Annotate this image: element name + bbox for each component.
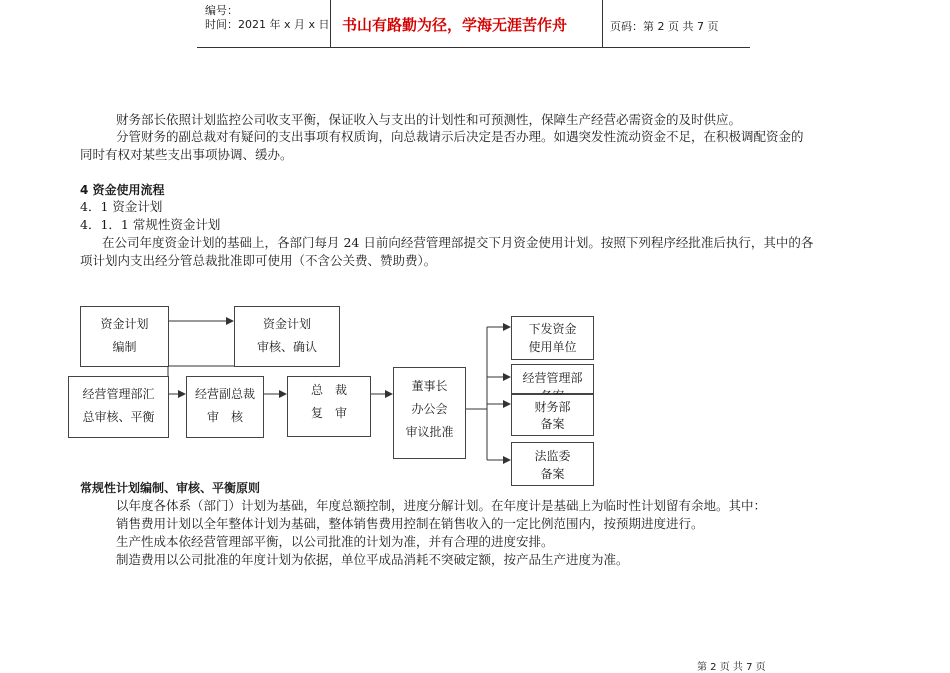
subsection-heading: 4．1 资金计划 (80, 199, 163, 214)
principles-line-2: 销售费用计划以全年整体计划为基础，整体销售费用控制在销售收入的一定比例范围内，按预期进度进行。 (116, 516, 704, 531)
flow-box-finance-record: 财务部 备案 (511, 394, 594, 436)
page-label: 页码：第 2 页 共 7 页 (610, 20, 719, 33)
principles-line-4: 制造费用以公司批准的年度计划为依据，单位平成品消耗不突破定额，按产品生产进度为准。 (116, 552, 629, 567)
flow-box-ceo-review: 总 裁 复 审 (287, 376, 371, 437)
flow-box-legal-record: 法监委 备案 (511, 442, 594, 486)
flow-box-plan-review: 资金计划 审核、确认 (234, 306, 340, 367)
paragraph-1: 财务部长依照计划监控公司收支平衡，保证收入与支出的计划性和可预测性，保障生产经营必需资金的及时供应。 (116, 112, 742, 127)
paragraph-3-line2: 项计划内支出经分管总裁批准即可使用（不含公关费、赞助费）。 (80, 253, 437, 268)
flow-box-vp-review: 经营副总裁 审 核 (186, 376, 264, 438)
header-motto: 书山有路勤为径，学海无涯苦作舟 (342, 16, 568, 34)
paragraph-2-line1: 分管财务的副总裁对有疑问的支出事项有权质询，向总裁请示后决定是否办理。如遇突发性流动资金不足，在积极调配资金的 (116, 129, 804, 144)
principles-line-3: 生产性成本依经营管理部平衡，以公司批准的计划为准，并有合理的进度安排。 (116, 534, 554, 549)
principles-title: 常规性计划编制、审核、平衡原则 (80, 481, 261, 495)
subsubsection-heading: 4．1．1 常规性资金计划 (80, 217, 221, 232)
paragraph-2-line2: 同时有权对某些支出事项协调、缓办。 (80, 147, 293, 162)
flow-box-mgmt-record: 经营管理部 (511, 364, 594, 394)
flow-box-board: 董事长 办公会 审议批准 (393, 367, 466, 459)
number-label: 编号： (205, 4, 238, 17)
principles-line-1: 以年度各体系（部门）计划为基础，年度总额控制，进度分解计划。在年度计是基础上为临时性计划留有余地。其中： (116, 498, 767, 513)
section-heading: 4 资金使用流程 (80, 183, 165, 197)
paragraph-3-line1: 在公司年度资金计划的基础上，各部门每月 24 日前向经营管理部提交下月资金使用计划。按照下列程序经批准后执行，其中的各 (102, 235, 814, 250)
flow-box-issue-funds: 下发资金 使用单位 (511, 316, 594, 360)
flow-box-mgmt-summary: 经营管理部汇 总审核、平衡 (68, 376, 169, 438)
footer-page-number: 第 2 页 共 7 页 (697, 662, 766, 673)
time-label: 时间：2021 年 x 月 x 日 (205, 18, 330, 31)
flow-box-plan-edit: 资金计划 编制 (80, 306, 169, 367)
